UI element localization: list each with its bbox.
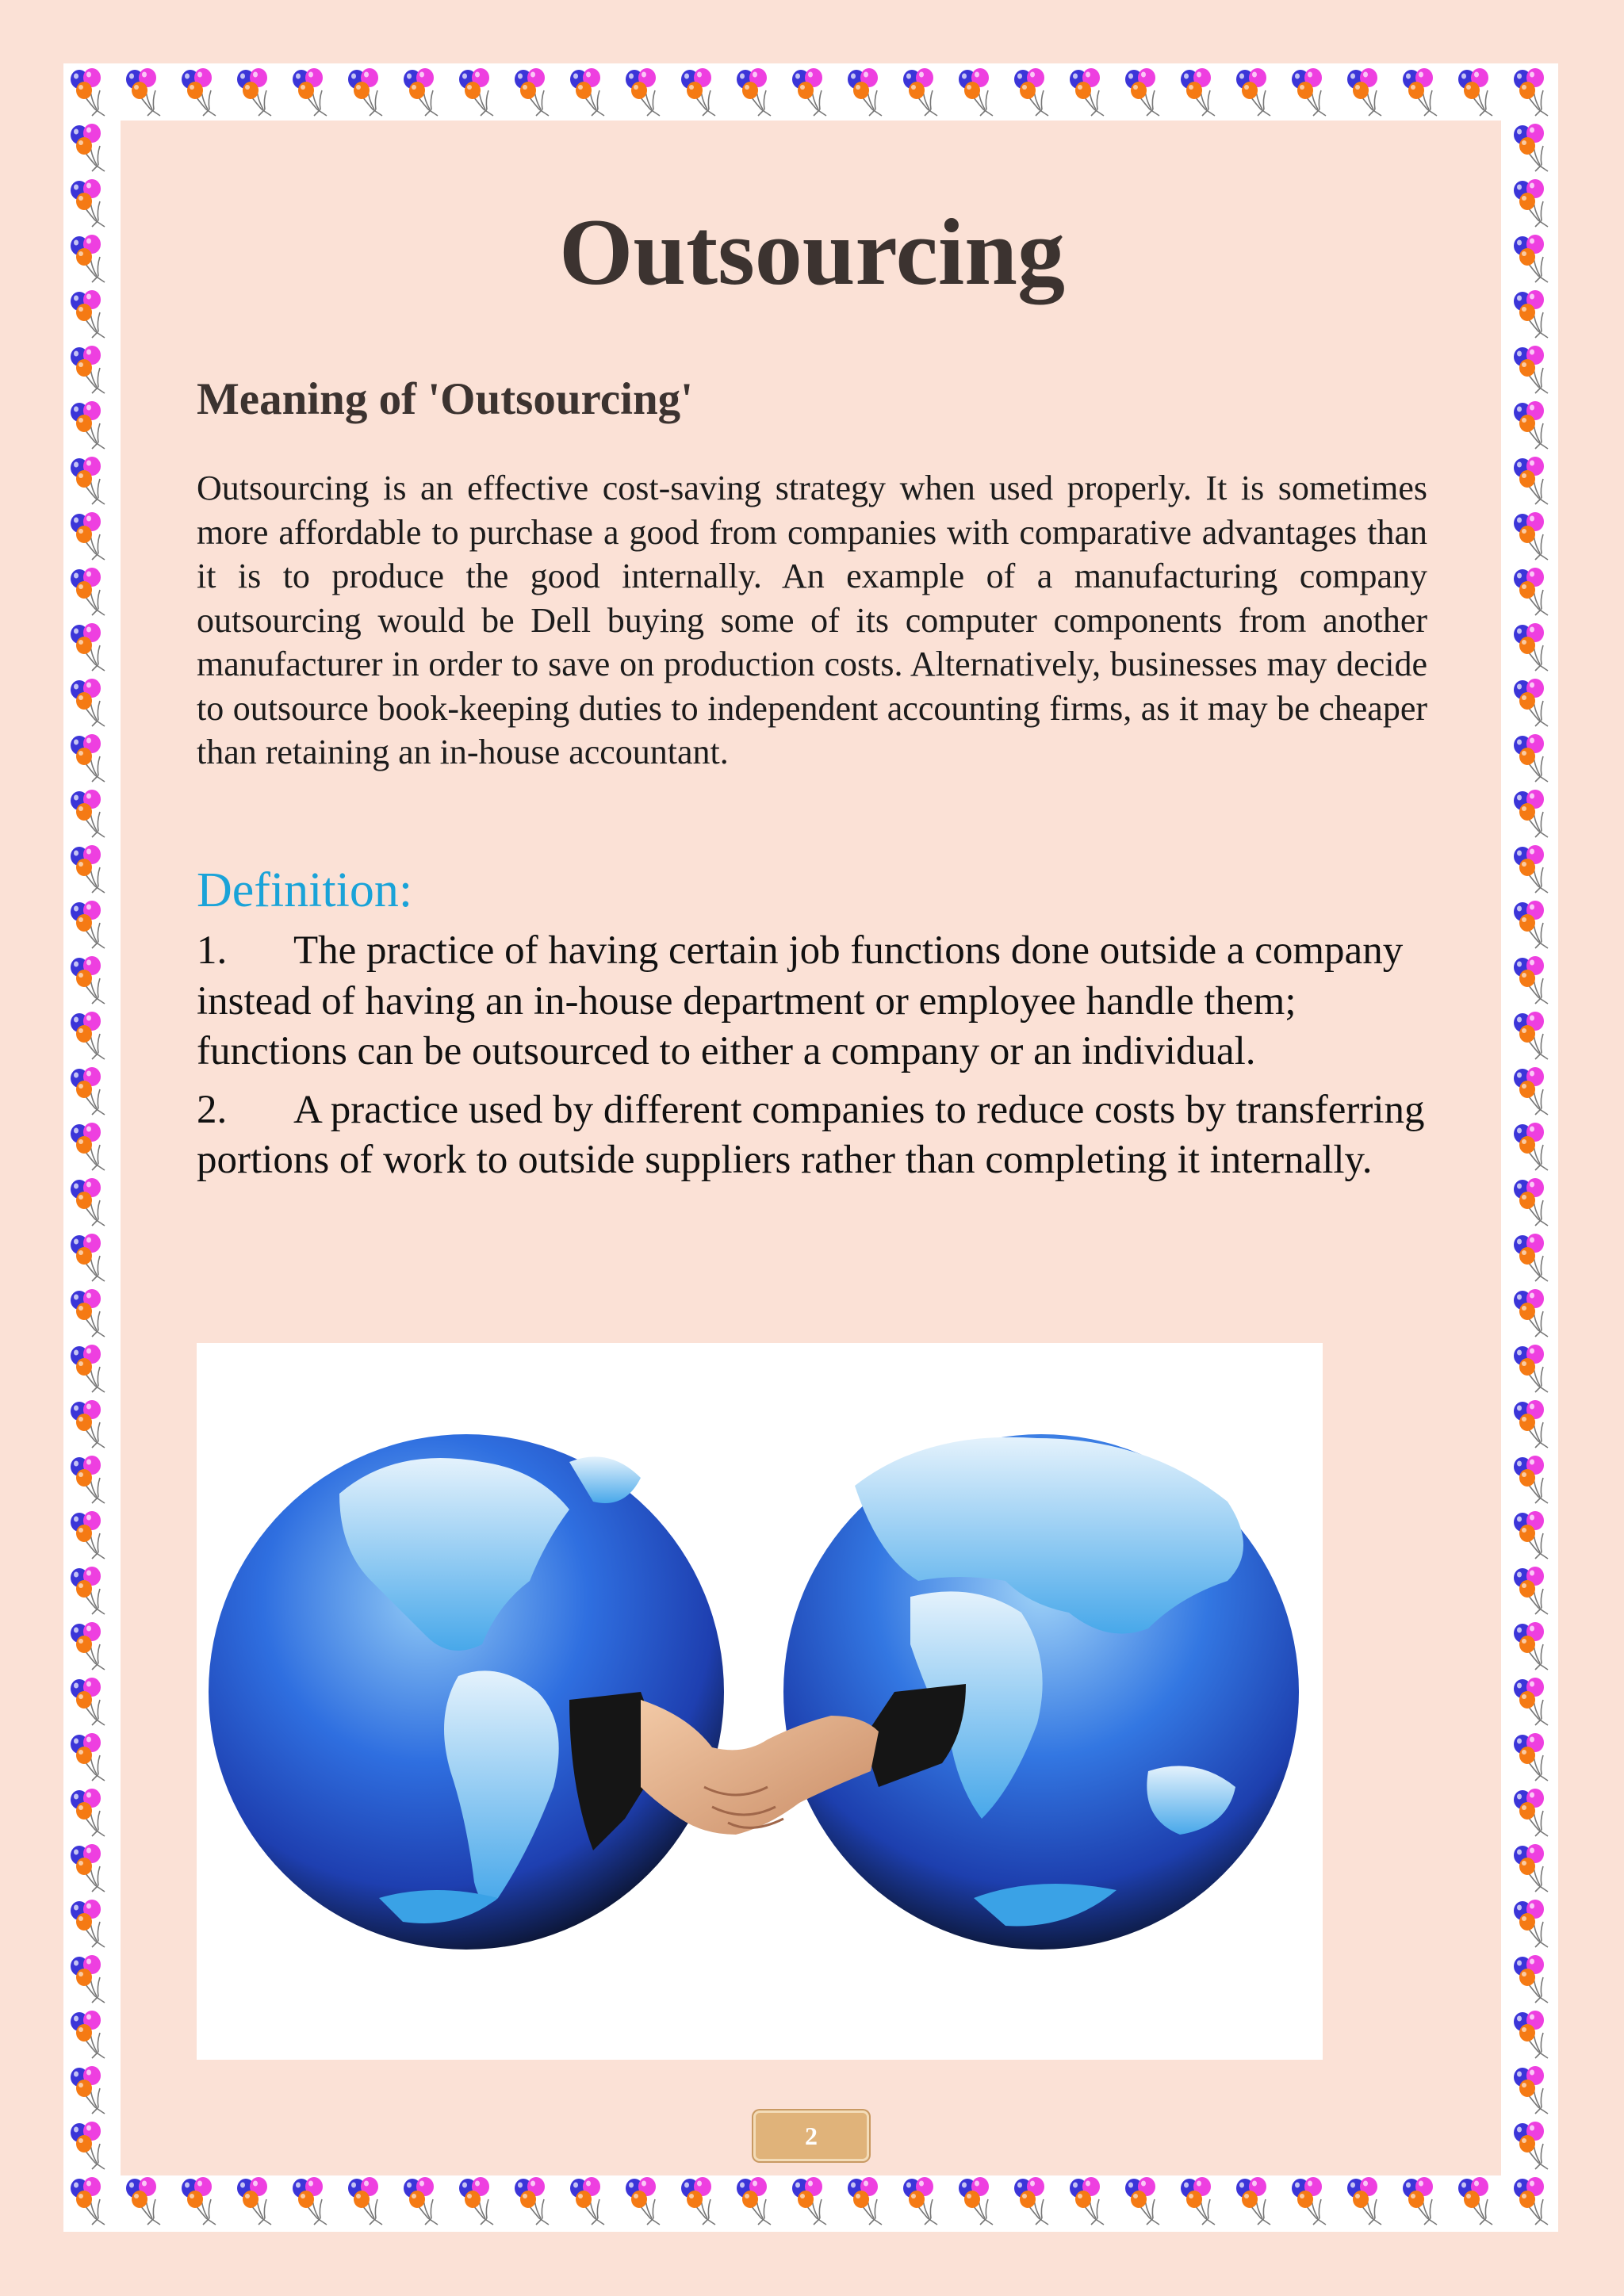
definition-item [197,1085,1434,1186]
definition-list [197,926,1434,1194]
definition-heading: Definition: [197,863,413,917]
meaning-heading: Meaning of 'Outsourcing' [197,374,693,424]
globes-handshake-icon [197,1343,1323,2060]
page-title: Outsourcing [559,199,1065,304]
page-number-badge: 2 [753,2110,869,2161]
definition-number: 1. [197,928,228,973]
definition-number: 2. [197,1087,228,1132]
meaning-paragraph: Outsourcing is an effective cost-saving strategy when used properly. It is sometimes more affordable to purchase a good from companies with comparative advantages than it is to produce the good internally. An example of a manufacturing company outsourcing would be Dell buying some of its computer components from another manufacturer in order to save on production costs. Alternatively, businesses may decide to outsource book-keeping duties to independent accounting firms, as it may be cheaper than retaining an in-house accountant. [197,469,1427,771]
definition-item [197,926,1434,1077]
definition-text: A practice used by different companies to reduce costs by transferring portions of work to outside suppliers rather than completing it internally. [197,1087,1425,1182]
definition-text: The practice of having certain job functions done outside a company instead of having an in-house department or employee handle them; functions can be outsourced to either a company or an individual. [197,928,1404,1073]
